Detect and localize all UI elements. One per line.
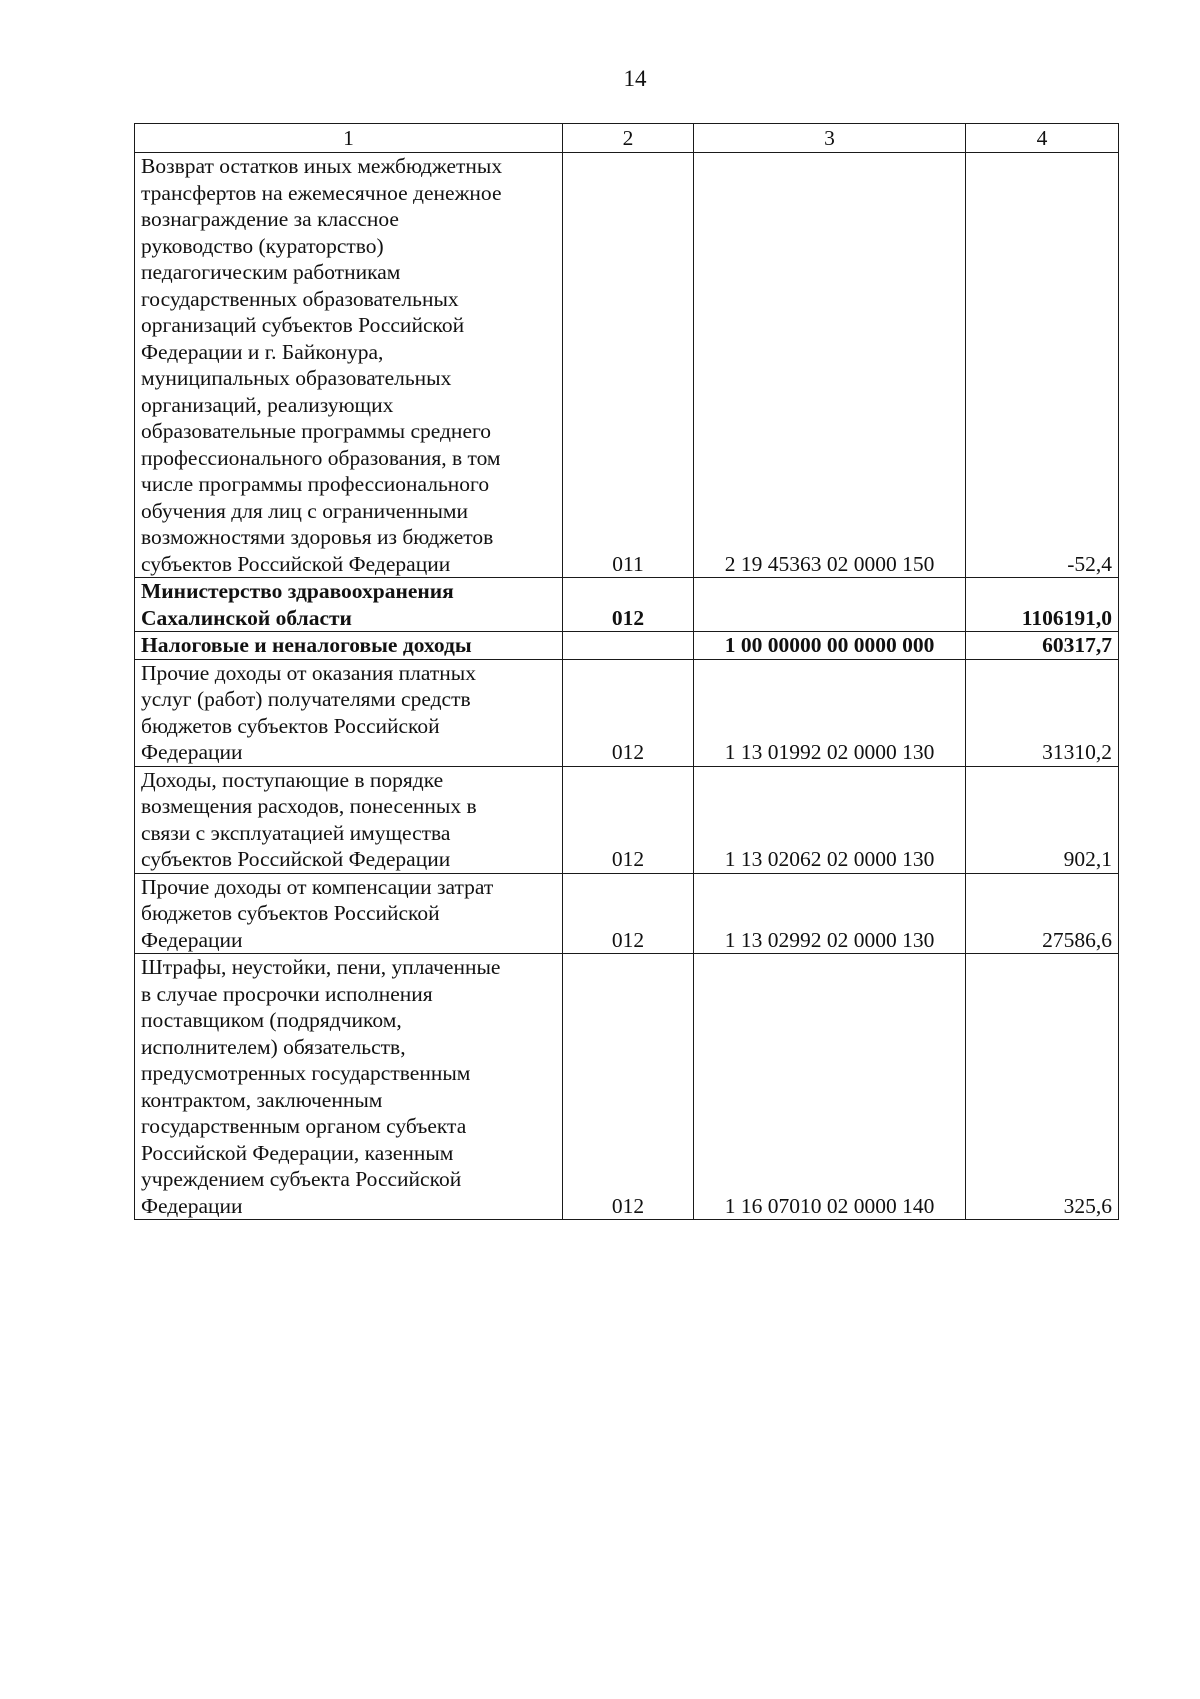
table-row (135, 659, 1119, 766)
row-name-line: возможностями здоровья из бюджетов (141, 525, 494, 549)
row-name-line: государственным органом субъекта (141, 1114, 467, 1138)
table-row (135, 873, 1119, 954)
table-header-row (135, 124, 1119, 153)
column-header-2: 2 (563, 124, 694, 153)
row-name-line: Сахалинской области (141, 605, 352, 630)
row-name-line: бюджетов субъектов Российской (141, 713, 440, 738)
table-body (135, 124, 1119, 1220)
row-name-line: субъектов Российской Федерации (141, 551, 451, 576)
row-name-line: Прочие доходы от оказания платных (141, 660, 476, 685)
row-admin-code-cell: 012 (563, 766, 694, 873)
row-name-cell (135, 578, 563, 632)
row-name-line: педагогическим работникам (141, 260, 401, 284)
row-name-line: Федерации и г. Байконура, (141, 339, 384, 364)
row-name-cell (135, 153, 563, 578)
row-revenue-code-cell (694, 578, 966, 632)
row-amount-cell: 902,1 (966, 766, 1119, 873)
row-amount-cell: 325,6 (966, 954, 1119, 1220)
row-name-line: Российской Федерации, казенным (141, 1140, 454, 1165)
row-amount-cell: 1106191,0 (966, 578, 1119, 632)
row-name-line: возмещения расходов, понесенных в (141, 794, 477, 818)
row-admin-code-cell (563, 632, 694, 660)
row-name-line: организаций субъектов Российской (141, 313, 465, 337)
table-row (135, 632, 1119, 660)
row-name-cell (135, 766, 563, 873)
row-revenue-code-cell: 1 13 02062 02 0000 130 (694, 766, 966, 873)
row-revenue-code-cell: 2 19 45363 02 0000 150 (694, 153, 966, 578)
row-amount-cell: 27586,6 (966, 873, 1119, 954)
row-name-cell (135, 873, 563, 954)
row-name-line: Федерации (141, 1193, 243, 1218)
row-revenue-code-cell: 1 00 00000 00 0000 000 (694, 632, 966, 660)
table-row (135, 954, 1119, 1220)
table-row (135, 766, 1119, 873)
row-name-cell (135, 659, 563, 766)
row-revenue-code-cell: 1 16 07010 02 0000 140 (694, 954, 966, 1220)
row-name-line: бюджетов субъектов Российской (141, 901, 440, 925)
row-admin-code-cell: 012 (563, 873, 694, 954)
row-name-line: муниципальных образовательных (141, 366, 452, 390)
row-name-line: исполнителем) обязательств, (141, 1034, 406, 1059)
row-amount-cell: 60317,7 (966, 632, 1119, 660)
row-amount-cell: -52,4 (966, 153, 1119, 578)
column-header-3: 3 (694, 124, 966, 153)
table-row (135, 578, 1119, 632)
row-name-line: руководство (кураторство) (141, 233, 384, 258)
row-admin-code-cell: 011 (563, 153, 694, 578)
row-name-line: учреждением субъекта Российской (141, 1167, 462, 1191)
row-revenue-code-cell: 1 13 02992 02 0000 130 (694, 873, 966, 954)
row-revenue-code-cell: 1 13 01992 02 0000 130 (694, 659, 966, 766)
row-name-line: государственных образовательных (141, 286, 459, 311)
budget-revenue-table (134, 123, 1119, 1220)
table-row (135, 153, 1119, 578)
column-header-4: 4 (966, 124, 1119, 153)
row-admin-code-cell: 012 (563, 954, 694, 1220)
row-name-line: Налоговые и неналоговые доходы (141, 633, 472, 657)
row-admin-code-cell: 012 (563, 578, 694, 632)
row-name-line: обучения для лиц с ограниченными (141, 498, 469, 523)
column-header-1: 1 (135, 124, 563, 153)
row-name-line: Доходы, поступающие в порядке (141, 767, 444, 792)
row-name-line: образовательные программы среднего (141, 419, 492, 443)
row-name-line: субъектов Российской Федерации (141, 847, 451, 871)
row-name-line: Министерство здравоохранения (141, 579, 454, 603)
row-name-line: Штрафы, неустойки, пени, уплаченные (141, 955, 501, 979)
row-name-line: организаций, реализующих (141, 392, 394, 417)
row-name-line: в случае просрочки исполнения (141, 981, 433, 1006)
row-name-line: Федерации (141, 740, 243, 764)
page-number: 14 (623, 66, 647, 91)
row-name-line: профессионального образования, в том (141, 445, 501, 470)
row-name-line: Федерации (141, 927, 243, 952)
row-name-line: поставщиком (подрядчиком, (141, 1008, 402, 1032)
row-name-line: числе программы профессионального (141, 472, 490, 496)
row-name-line: Прочие доходы от компенсации затрат (141, 874, 494, 899)
row-name-line: предусмотренных государственным (141, 1061, 471, 1085)
row-name-line: связи с эксплуатацией имущества (141, 820, 451, 845)
row-name-line: вознаграждение за классное (141, 207, 399, 231)
row-name-cell (135, 954, 563, 1220)
row-name-line: контрактом, заключенным (141, 1087, 383, 1112)
row-admin-code-cell: 012 (563, 659, 694, 766)
row-name-cell (135, 632, 563, 660)
row-name-line: Возврат остатков иных межбюджетных (141, 154, 503, 178)
row-amount-cell: 31310,2 (966, 659, 1119, 766)
row-name-line: услуг (работ) получателями средств (141, 687, 471, 711)
row-name-line: трансфертов на ежемесячное денежное (141, 180, 502, 205)
